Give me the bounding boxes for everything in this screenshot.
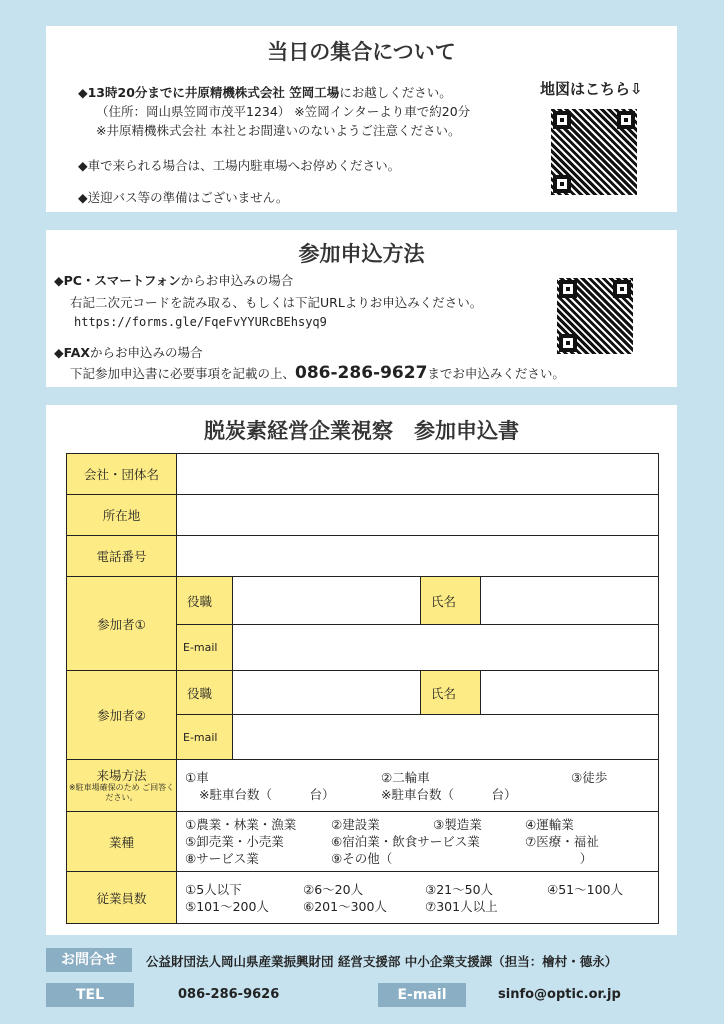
transport-car-option[interactable]: ①車 [185, 769, 209, 785]
qr-finder [613, 280, 631, 298]
transport-bike-option[interactable]: ②二輪車 [381, 769, 430, 785]
fax-heading: ◆FAXからお申込みの場合 [54, 345, 203, 360]
employee-option[interactable]: ⑥201～300人 [303, 898, 387, 914]
form-url-link[interactable]: https://forms.gle/FqeFvYYURcBEhsyq9 [74, 315, 327, 329]
email-tag: E-mail [378, 983, 466, 1007]
employee-option[interactable]: ①5人以下 [185, 881, 242, 897]
participant2-position-label: 役職 [177, 671, 233, 715]
employees-label: 従業員数 [67, 872, 177, 924]
fax-number: 086-286-9627 [295, 363, 428, 383]
company-label: 会社・団体名 [67, 454, 177, 495]
employee-option[interactable]: ③21～50人 [425, 881, 494, 897]
participant1-name-label: 氏名 [421, 577, 481, 625]
meeting-info-title: 当日の集合について [267, 40, 456, 64]
application-qr-code[interactable] [554, 275, 636, 357]
industry-label: 業種 [67, 812, 177, 872]
email-value[interactable]: sinfo@optic.or.jp [498, 987, 621, 1002]
factory-name: 井原精機株式会社 笠岡工場 [184, 85, 340, 100]
participant1-email-field[interactable] [233, 625, 659, 671]
employee-option[interactable]: ⑦301人以上 [425, 898, 498, 914]
meeting-time-line: ◆13時20分までに井原精機株式会社 笠岡工場にお越しください。 [78, 85, 452, 100]
participant2-email-label: E-mail [177, 715, 233, 760]
map-qr-code[interactable] [548, 106, 640, 198]
employee-options [177, 872, 659, 924]
industry-option[interactable]: ⑥宿泊業・飲食サービス業 [331, 834, 480, 849]
contact-text: 公益財団法人岡山県産業振興財団 経営支援部 中小企業支援課（担当：檜村・德永） [146, 954, 618, 969]
industry-option[interactable]: ①農業・林業・漁業 [185, 817, 297, 832]
qr-finder [553, 175, 571, 193]
industry-option[interactable]: ⑤卸売業・小売業 [185, 834, 284, 849]
warning-line: ※井原精機株式会社 本社とお間違いのないようご注意ください。 [96, 123, 461, 138]
contact-tag: お問合せ [46, 948, 132, 972]
qr-finder [559, 280, 577, 298]
map-label: 地図はこちら⇩ [540, 80, 643, 98]
phone-label: 電話番号 [67, 536, 177, 577]
address-field[interactable] [177, 495, 659, 536]
tel-tag: TEL [46, 983, 134, 1007]
fax-instruction: 下記参加申込書に必要事項を記載の上、086-286-9627までお申込みください。 [70, 363, 565, 383]
industry-option[interactable]: ⑧サービス業 [185, 851, 259, 866]
employee-option[interactable]: ④51～100人 [547, 881, 623, 897]
industry-options [177, 812, 659, 872]
application-form-title: 脱炭素経営企業視察 参加申込書 [204, 419, 519, 443]
car-parking-count[interactable]: ※駐車台数（ 台） [199, 786, 335, 802]
phone-field[interactable] [177, 536, 659, 577]
participant1-position-label: 役職 [177, 577, 233, 625]
industry-option[interactable]: ④運輸業 [525, 817, 574, 832]
application-form-panel [46, 405, 677, 935]
participant1-email-label: E-mail [177, 625, 233, 671]
industry-option[interactable]: ⑨その他（ ） [331, 851, 593, 866]
application-method-panel [46, 230, 677, 387]
bus-line: ◆送迎バス等の準備はございません。 [78, 190, 289, 205]
participant2-label: 参加者② [67, 671, 177, 760]
industry-option[interactable]: ⑦医療・福祉 [525, 834, 599, 849]
qr-finder [553, 111, 571, 129]
transport-note: ※駐車場確保のため ご回答ください。 [68, 782, 175, 802]
participant1-position-field[interactable] [233, 577, 421, 625]
participant2-email-field[interactable] [233, 715, 659, 760]
application-form-table [66, 453, 659, 924]
address-line: （住所：岡山県笠岡市茂平1234） ※笠岡インターより車で約20分 [96, 104, 471, 119]
transport-walk-option[interactable]: ③徒歩 [571, 769, 608, 785]
application-method-title: 参加申込方法 [298, 242, 425, 266]
participant2-position-field[interactable] [233, 671, 421, 715]
industry-option[interactable]: ②建設業 [331, 817, 380, 832]
transport-options [177, 760, 659, 812]
pc-instruction: 右記二次元コードを読み取る、もしくは下記URLよりお申込みください。 [70, 295, 483, 310]
transport-label-cell [67, 760, 177, 812]
parking-line: ◆車で来られる場合は、工場内駐車場へお停めください。 [78, 158, 401, 173]
employee-option[interactable]: ⑤101～200人 [185, 898, 269, 914]
tel-value[interactable]: 086-286-9626 [178, 987, 280, 1002]
address-label: 所在地 [67, 495, 177, 536]
participant1-label: 参加者① [67, 577, 177, 671]
pc-heading: ◆PC・スマートフォンからお申込みの場合 [54, 273, 294, 288]
qr-finder [559, 334, 577, 352]
employee-option[interactable]: ②6～20人 [303, 881, 364, 897]
transport-label: 来場方法 [96, 767, 147, 783]
participant2-name-field[interactable] [481, 671, 659, 715]
qr-finder [617, 111, 635, 129]
company-field[interactable] [177, 454, 659, 495]
participant1-name-field[interactable] [481, 577, 659, 625]
meeting-info-panel [46, 26, 677, 212]
industry-option[interactable]: ③製造業 [433, 817, 482, 832]
bike-parking-count[interactable]: ※駐車台数（ 台） [381, 786, 517, 802]
participant2-name-label: 氏名 [421, 671, 481, 715]
